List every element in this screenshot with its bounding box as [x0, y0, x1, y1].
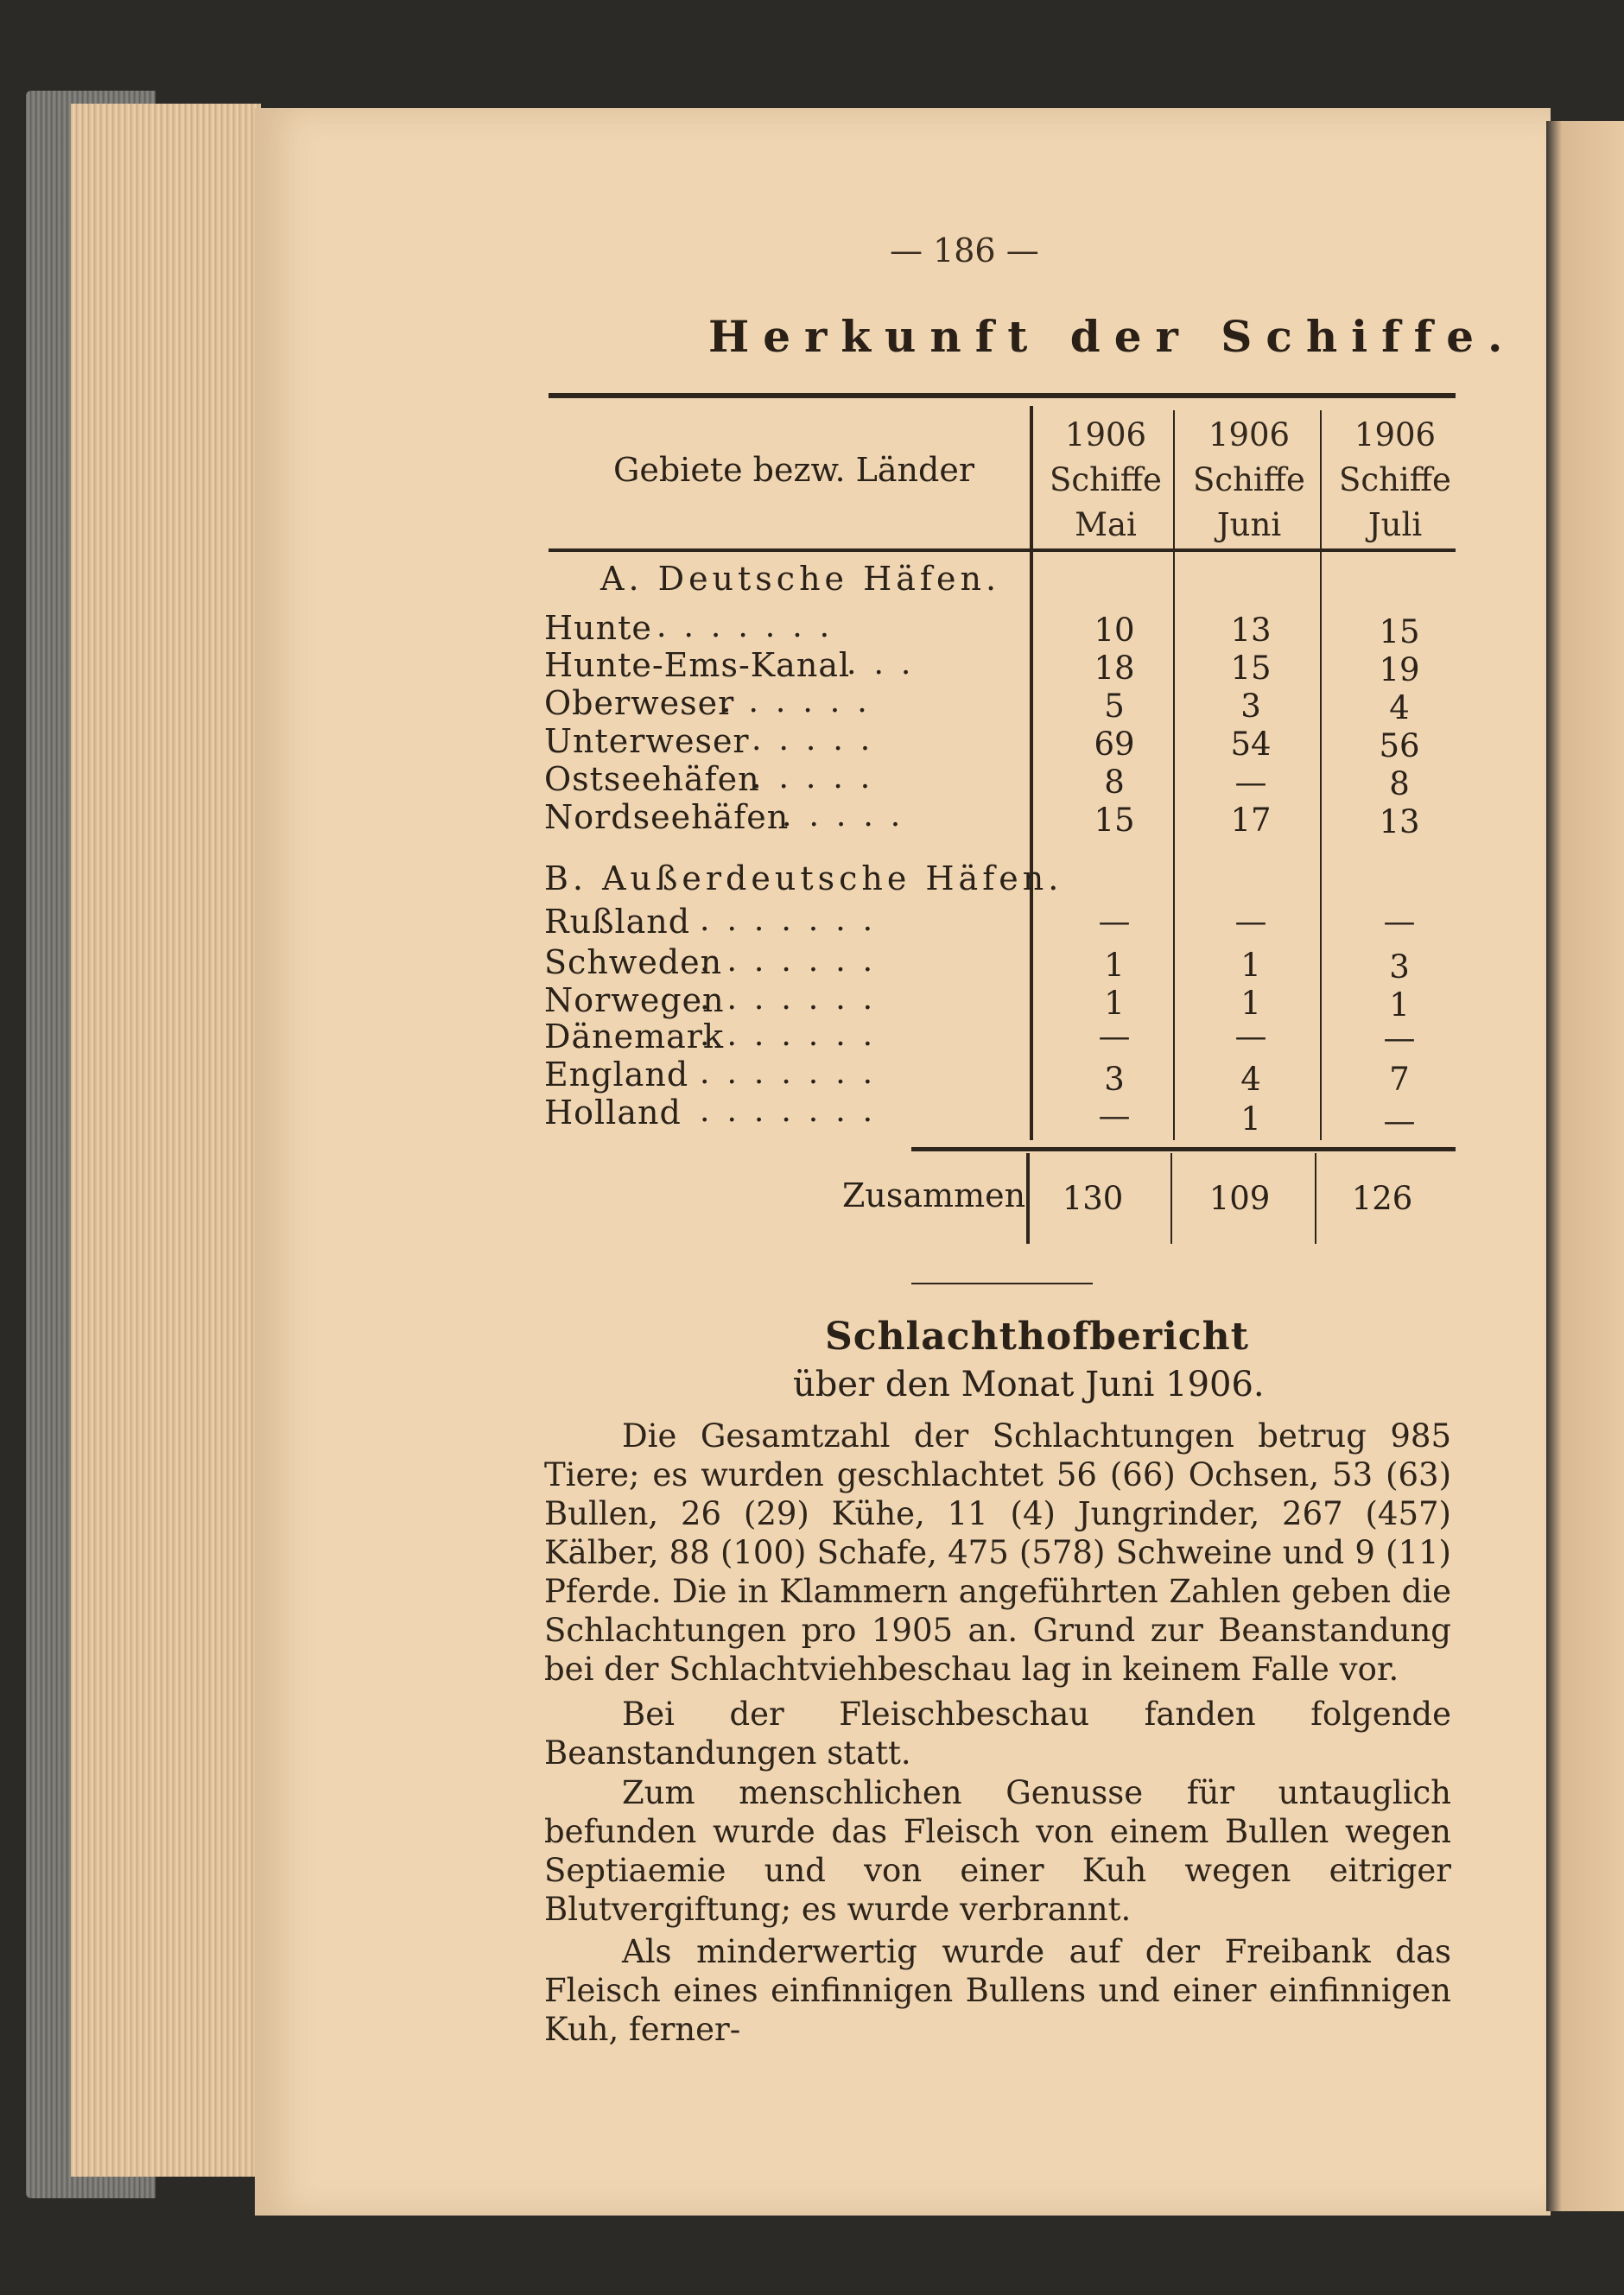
total-divider-3: [1315, 1153, 1316, 1244]
table-title: Herkunft der Schiffe.: [708, 311, 1517, 362]
row-label: Schweden: [544, 943, 723, 981]
row-leader-dots: .......: [700, 1018, 891, 1053]
cell-mai: 1: [1104, 985, 1125, 1022]
cell-juli: 13: [1379, 803, 1420, 840]
column-header-juni: [1189, 413, 1310, 548]
column-year: 1906: [1064, 416, 1147, 453]
column-divider-3: [1320, 410, 1322, 1140]
cell-juni: —: [1234, 1018, 1267, 1055]
cell-juni: 1: [1240, 947, 1261, 984]
column-month: Juli: [1367, 506, 1423, 543]
cell-mai: 5: [1104, 688, 1125, 725]
row-label: Nordseehäfen: [544, 798, 790, 836]
cell-juni: 15: [1230, 650, 1272, 687]
cell-juli: —: [1383, 1102, 1416, 1139]
cell-juli: 8: [1389, 765, 1410, 802]
cell-juni: 1: [1240, 985, 1261, 1022]
report-paragraph: [544, 1695, 1451, 1772]
cell-mai: 69: [1094, 726, 1135, 763]
cell-mai: 3: [1104, 1061, 1125, 1098]
row-label: Hunte: [544, 609, 652, 647]
column-month: Mai: [1075, 506, 1137, 543]
cell-juni: —: [1234, 764, 1267, 801]
cell-juli: 15: [1379, 613, 1420, 650]
cell-mai: —: [1098, 903, 1131, 940]
row-leader-dots: .......: [700, 1094, 891, 1129]
paragraph-text: Als minderwertig wurde auf der Freibank das Fleisch eines einfinnigen Bullens und einer einfinnigen Kuh, ferner-: [544, 1933, 1451, 2048]
cell-juni: —: [1234, 903, 1267, 940]
paragraph-text: Bei der Fleischbeschau fanden folgende Beanstandungen statt.: [544, 1696, 1451, 1772]
row-label: England: [544, 1056, 689, 1094]
total-juni: 109: [1208, 1180, 1271, 1217]
row-label: Ostseehäfen: [544, 760, 760, 798]
cell-juli: 1: [1389, 986, 1410, 1024]
cell-juni: 13: [1230, 612, 1272, 649]
cell-juli: —: [1383, 903, 1416, 940]
total-divider-2: [1170, 1153, 1172, 1244]
facing-page-edge: [1546, 121, 1624, 2211]
column-divider-2: [1173, 410, 1175, 1140]
cell-mai: 18: [1094, 650, 1135, 687]
cell-mai: 10: [1094, 612, 1135, 649]
report-paragraph: [544, 1932, 1451, 2049]
row-leader-dots: .......: [700, 1056, 891, 1091]
column-month: Juni: [1216, 506, 1282, 543]
column-unit: Schiffe: [1339, 461, 1451, 498]
cell-mai: 8: [1104, 764, 1125, 801]
cell-juni: 4: [1240, 1061, 1261, 1098]
total-divider-1: [1026, 1153, 1030, 1244]
cell-juli: 4: [1389, 689, 1410, 726]
row-leader-dots: .....: [752, 760, 888, 796]
total-rule: [911, 1147, 1456, 1151]
row-label: Rußland: [544, 903, 691, 941]
row-leader-dots: .......: [657, 609, 847, 644]
column-divider-1: [1030, 406, 1033, 1140]
row-label: Unterweser: [544, 722, 750, 760]
cell-juni: 17: [1230, 802, 1272, 839]
cell-juli: 56: [1379, 727, 1420, 764]
cell-mai: —: [1098, 1097, 1131, 1134]
row-leader-dots: .......: [700, 943, 891, 979]
column-year: 1906: [1354, 416, 1437, 453]
cell-juni: 54: [1230, 726, 1272, 763]
row-label: Hunte-Ems-Kanal: [544, 646, 851, 684]
row-leader-dots: ......: [721, 684, 885, 720]
header-region-label: Gebiete bezw. Länder: [613, 451, 974, 489]
report-paragraph: [544, 1773, 1451, 1929]
row-label: Holland: [544, 1094, 682, 1132]
page-number: — 186 —: [890, 231, 1039, 269]
column-unit: Schiffe: [1193, 461, 1305, 498]
row-leader-dots: .....: [752, 722, 888, 758]
row-label: Norwegen: [544, 981, 725, 1019]
cell-juli: 7: [1389, 1061, 1410, 1098]
page-stack: [71, 104, 261, 2177]
row-leader-dots: .......: [700, 981, 891, 1017]
report-subtitle: über den Monat Juni 1906.: [793, 1365, 1265, 1404]
column-year: 1906: [1208, 416, 1291, 453]
paragraph-text: Zum menschlichen Genusse für untauglich befunden wurde das Fleisch von einem Bullen wegen Septiaemie und von einer Kuh wegen eitriger Blutvergiftung; es wurde verbrannt.: [544, 1774, 1451, 1928]
section-title-foreign-ports: B. Außerdeutsche Häfen.: [544, 859, 1063, 897]
column-header-juli: [1335, 413, 1456, 548]
total-mai: 130: [1062, 1180, 1124, 1217]
report-title: Schlachthofbericht: [825, 1315, 1249, 1359]
row-label: Oberweser: [544, 684, 735, 722]
cell-juli: —: [1383, 1019, 1416, 1056]
section-separator: [911, 1283, 1093, 1284]
cell-juli: 3: [1389, 948, 1410, 986]
cell-mai: 15: [1094, 802, 1135, 839]
row-leader-dots: .......: [700, 903, 891, 938]
row-leader-dots: ...: [847, 646, 929, 682]
cell-juni: 1: [1240, 1100, 1261, 1138]
cell-mai: 1: [1104, 947, 1125, 984]
column-unit: Schiffe: [1050, 461, 1162, 498]
paragraph-text: Die Gesamtzahl der Schlachtungen betrug 985 Tiere; es wurden geschlachtet 56 (66) Ochsen, 53 (63) Bullen, 26 (29) Kühe, 11 (4) Jungrinder, 267 (457) Kälber, 88 (100) Schafe, 475 (578) Schweine und 9 (11) Pferde. Die in Klammern angeführten Zahlen geben die Schlachtungen pro 1905 an. Grund zur Beanstandung bei der Schlachtviehbeschau lag in keinem Falle vor.: [544, 1417, 1451, 1688]
total-juli: 126: [1351, 1180, 1413, 1217]
section-title-german-ports: A. Deutsche Häfen.: [600, 560, 1001, 598]
column-header-mai: [1045, 413, 1166, 548]
table-top-rule: [549, 393, 1456, 398]
total-label: Zusammen: [842, 1176, 1026, 1214]
cell-juli: 19: [1379, 651, 1420, 688]
report-paragraph: [544, 1417, 1451, 1689]
cell-juni: 3: [1240, 688, 1261, 725]
row-label: Dänemark: [544, 1018, 724, 1056]
row-leader-dots: .....: [782, 798, 918, 834]
cell-mai: —: [1098, 1018, 1131, 1055]
